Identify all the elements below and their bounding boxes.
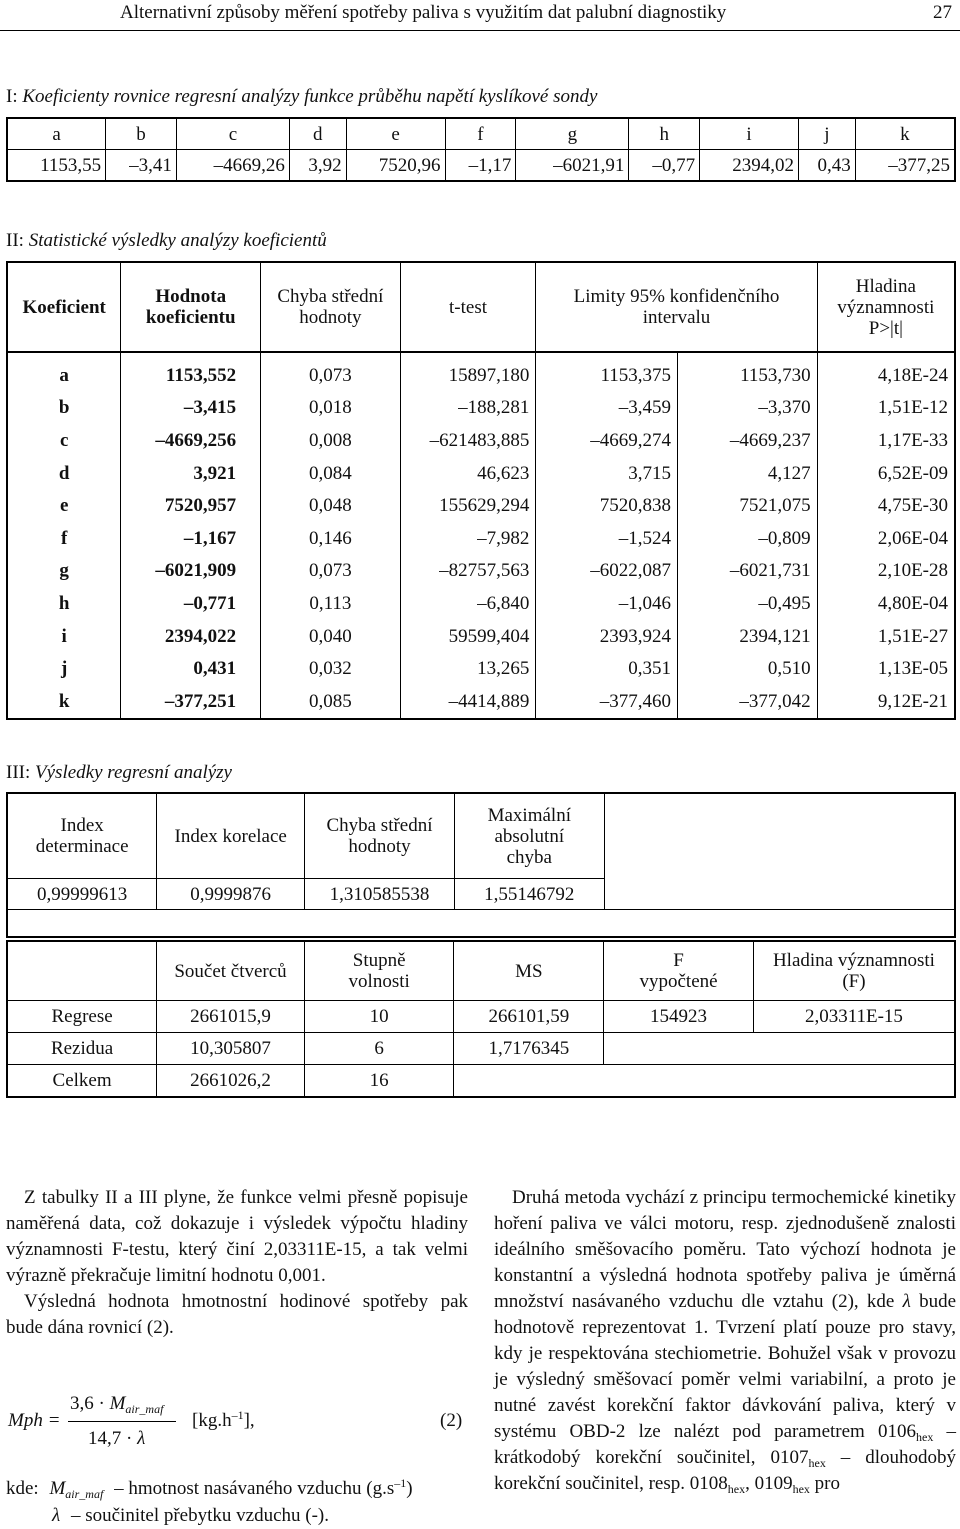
table-cell: –621483,885 (400, 424, 536, 457)
table-cell: 4,75E-30 (817, 489, 955, 522)
table-empty-cell (604, 793, 955, 879)
table-cell: k (7, 685, 121, 719)
table-cell: b (106, 118, 177, 150)
table-row (7, 587, 955, 620)
table-cell: g (7, 555, 121, 588)
table-cell: h (629, 118, 700, 150)
eq-unit: $[kg.h^{-1}]$, (192, 1408, 255, 1431)
table-cell: f (445, 118, 516, 150)
table-cell: 0,9999876 (157, 879, 305, 910)
table-cell: –1,524 (536, 522, 678, 555)
paragraph: Výsledná hodnota hmotnostní hodinové spotřeby pak bude dána rovnicí (2). (6, 1291, 468, 1338)
table-cell: –377,042 (678, 685, 818, 719)
table-row (7, 1065, 955, 1098)
table-header-cell: Hladina významnosti (F) (753, 941, 955, 1001)
table-cell: –0,77 (629, 150, 700, 182)
eq-number: (2) (440, 1410, 463, 1431)
table-cell: –4414,889 (400, 685, 536, 719)
table-cell: –4669,26 (176, 150, 289, 182)
table-cell: 0,431 (121, 652, 261, 685)
table-cell: 59599,404 (400, 620, 536, 653)
table2-caption: II: Statistické výsledky analýzy koeficientů (6, 230, 327, 251)
table-row (7, 685, 955, 719)
table-cell: –377,251 (121, 685, 261, 719)
table-cell: k (855, 118, 955, 150)
table-cell: 0,113 (261, 587, 401, 620)
table-cell: 2661026,2 (157, 1065, 305, 1098)
table-cell: –4669,274 (536, 424, 678, 457)
table-cell: 7520,96 (346, 150, 445, 182)
table-cell: –1,046 (536, 587, 678, 620)
table-row (7, 424, 955, 457)
table-cell: 0,99999613 (7, 879, 157, 910)
table-cell: Celkem (7, 1065, 157, 1098)
table-cell: –3,415 (121, 392, 261, 425)
table-row (7, 522, 955, 555)
table-header-cell: t-test (400, 262, 536, 352)
table3-empty-row (7, 910, 955, 938)
table-cell: 2394,121 (678, 620, 818, 653)
table-cell: 0,008 (261, 424, 401, 457)
table4-header-row (7, 941, 955, 1001)
table-cell: f (7, 522, 121, 555)
table-cell: 3,715 (536, 457, 678, 490)
table-row (7, 620, 955, 653)
table-cell: d (7, 457, 121, 490)
table-cell: j (799, 118, 856, 150)
table-cell: –0,809 (678, 522, 818, 555)
table-header-cell: Koeficient (7, 262, 121, 352)
table-cell: –82757,563 (400, 555, 536, 588)
table-cell: 0,073 (261, 555, 401, 588)
table-row (7, 1033, 955, 1065)
table-cell: 1153,730 (678, 352, 818, 392)
table-header-cell: Chyba střední hodnoty (305, 793, 455, 879)
table-cell: 0,085 (261, 685, 401, 719)
eq-lhs: Mph = (8, 1410, 61, 1431)
table-cell: e (346, 118, 445, 150)
table-cell: 0,351 (536, 652, 678, 685)
table-header-cell: Index korelace (157, 793, 305, 879)
table-empty-cell (7, 941, 157, 1001)
table3-value-row (7, 879, 955, 910)
table-cell: 6,52E-09 (817, 457, 955, 490)
table-cell: –6021,731 (678, 555, 818, 588)
table-cell: 155629,294 (400, 489, 536, 522)
table-empty-cell (604, 879, 955, 910)
table-cell: 0,084 (261, 457, 401, 490)
table-cell: h (7, 587, 121, 620)
table-cell: 6 (304, 1033, 454, 1065)
table-header-cell: Chyba střední hodnoty (261, 262, 401, 352)
table-cell: –6021,909 (121, 555, 261, 588)
right-column (494, 1185, 956, 1497)
table-cell: c (7, 424, 121, 457)
table-row (7, 555, 955, 588)
table-cell: 0,032 (261, 652, 401, 685)
table-row (7, 457, 955, 490)
table3-caption: III: Výsledky regresní analýzy (6, 762, 232, 783)
table-empty-cell (454, 1065, 955, 1098)
table2-header-row (7, 262, 955, 352)
table2-body (7, 352, 955, 719)
table-cell: Regrese (7, 1001, 157, 1033)
table-cell: 1153,55 (7, 150, 106, 182)
table-header-cell: Maximální absolutní chyba (454, 793, 604, 879)
table-cell: 154923 (604, 1001, 754, 1033)
table-cell: 1,310585538 (305, 879, 455, 910)
table1-caption: I: Koeficienty rovnice regresní analýzy funkce průběhu napětí kyslíkové sondy (6, 86, 598, 107)
table-row (7, 352, 955, 392)
table-header-cell: Index determinace (7, 793, 157, 879)
table-header-cell: F vypočtené (604, 941, 754, 1001)
table-cell: 3,921 (121, 457, 261, 490)
table-cell: –4669,237 (678, 424, 818, 457)
table-cell: –0,495 (678, 587, 818, 620)
table-cell: 10,305807 (157, 1033, 305, 1065)
table-header-cell: Limity 95% konfidenčního intervalu (536, 262, 817, 352)
table-cell: 2393,924 (536, 620, 678, 653)
paragraph: Z tabulky II a III plyne, že funkce velmi přesně popisuje naměřená data, což dokazuje i výsledek výpočtu hladiny významnosti F-testu, který činí 2,03311E-15, a tak velmi výrazně překračuje limitní hodnotu 0,001. (6, 1187, 468, 1286)
table-cell: c (176, 118, 289, 150)
table-cell: –377,460 (536, 685, 678, 719)
table-cell: Rezidua (7, 1033, 157, 1065)
where-line-2: λ – součinitel přebytku vzduchu (-). (52, 1505, 329, 1526)
table-cell: 2,06E-04 (817, 522, 955, 555)
table-empty-cell (7, 910, 955, 938)
table-cell: g (516, 118, 629, 150)
table-cell: i (7, 620, 121, 653)
running-title: Alternativní způsoby měření spotřeby paliva s využitím dat palubní diagnostiky (120, 2, 727, 23)
table-cell: j (7, 652, 121, 685)
table-cell: 1,55146792 (454, 879, 604, 910)
table-row (7, 652, 955, 685)
table-cell: 46,623 (400, 457, 536, 490)
table2 (6, 261, 956, 720)
table-cell: 13,265 (400, 652, 536, 685)
table-cell: 0,018 (261, 392, 401, 425)
table-cell: 1,17E-33 (817, 424, 955, 457)
table-cell: –3,459 (536, 392, 678, 425)
table-cell: 1153,552 (121, 352, 261, 392)
table-cell: 7520,957 (121, 489, 261, 522)
eq-denominator: 14,7 · λ (88, 1428, 146, 1449)
table-header-cell: Hodnota koeficientu (121, 262, 261, 352)
table-cell: 9,12E-21 (817, 685, 955, 719)
table-cell: –188,281 (400, 392, 536, 425)
table-cell: –6021,91 (516, 150, 629, 182)
table-header-cell: Součet čtverců (157, 941, 305, 1001)
table-cell: 7520,838 (536, 489, 678, 522)
table-cell: 1,7176345 (454, 1033, 604, 1065)
table-empty-cell (604, 1033, 955, 1065)
table-cell: e (7, 489, 121, 522)
table-cell: i (700, 118, 799, 150)
table-header-cell: Hladina významnosti P>|t| (817, 262, 955, 352)
table-cell: –7,982 (400, 522, 536, 555)
table-cell: 0,048 (261, 489, 401, 522)
table-cell: 0,040 (261, 620, 401, 653)
table-header-cell: MS (454, 941, 604, 1001)
table3 (6, 792, 956, 938)
table-cell: 3,92 (289, 150, 346, 182)
table-cell: 1153,375 (536, 352, 678, 392)
table3-header-row (7, 793, 955, 879)
table-cell: 4,80E-04 (817, 587, 955, 620)
table-row (7, 489, 955, 522)
table-cell: 10 (304, 1001, 454, 1033)
table-cell: 266101,59 (454, 1001, 604, 1033)
table-cell: 1,51E-12 (817, 392, 955, 425)
table-header-cell: Stupně volnosti (304, 941, 454, 1001)
eq-numerator: $3,6 \cdot M_{air\_maf}$ (70, 1393, 164, 1416)
table-cell: d (289, 118, 346, 150)
fraction-bar (68, 1421, 176, 1422)
table-cell: –3,41 (106, 150, 177, 182)
table-cell: 2394,022 (121, 620, 261, 653)
table-cell: 0,510 (678, 652, 818, 685)
table-cell: –377,25 (855, 150, 955, 182)
table-cell: –6022,087 (536, 555, 678, 588)
table-cell: 2661015,9 (157, 1001, 305, 1033)
table-cell: 2,10E-28 (817, 555, 955, 588)
table1 (6, 117, 956, 182)
table-cell: –3,370 (678, 392, 818, 425)
table-cell: 7521,075 (678, 489, 818, 522)
where-line-1: kde: $M_{air\_maf}$ – hmotnost nasávaného vzduchu $(g.s^{-1})$ (6, 1476, 413, 1501)
running-header (0, 0, 960, 31)
left-column (6, 1185, 468, 1341)
table-cell: a (7, 118, 106, 150)
table-cell: –1,167 (121, 522, 261, 555)
table-cell: 0,146 (261, 522, 401, 555)
table4 (6, 940, 956, 1098)
table-cell: 15897,180 (400, 352, 536, 392)
table-cell: –4669,256 (121, 424, 261, 457)
table-cell: b (7, 392, 121, 425)
table-row (7, 392, 955, 425)
table-cell: –6,840 (400, 587, 536, 620)
paragraph: Druhá metoda vychází z principu termochemické kinetiky hoření paliva ve válci motoru, resp. zjednodušeně znalosti ideálního směšovacího poměru. Tato výchozí hodnota je konstantní a výsledná hodnota spotřeby paliva je úměrná množství nasávaného vzduchu dle vztahu (2), kde λ bude hodnotově reprezentovat 1. Tvrzení platí pouze pro stavy, kdy je respektována stechiometrie. Bohužel však v provozu je výsledný směšovací poměr velmi variabilní, a proto je nutné zavést korekční faktor dávkování paliva, který v systému OBD-2 lze nalézt pod parametrem $0106_{hex}$ – krátkodobý korekční součinitel, $0107_{hex}$ – dlouhodobý korekční součinitel, resp. $0108_{hex}$, $0109_{hex}$ pro (494, 1187, 957, 1496)
table-cell: 0,43 (799, 150, 856, 182)
table-cell: 1,13E-05 (817, 652, 955, 685)
table1-header-row (7, 118, 955, 150)
table-cell: 2,03311E-15 (753, 1001, 955, 1033)
table-cell: 0,073 (261, 352, 401, 392)
page-number: 27 (933, 2, 952, 23)
table1-value-row (7, 150, 955, 182)
table-cell: 16 (304, 1065, 454, 1098)
table-cell: 4,18E-24 (817, 352, 955, 392)
table-cell: 1,51E-27 (817, 620, 955, 653)
table-cell: –1,17 (445, 150, 516, 182)
table-cell: –0,771 (121, 587, 261, 620)
table-cell: 2394,02 (700, 150, 799, 182)
table-cell: a (7, 352, 121, 392)
table-row (7, 1001, 955, 1033)
table-cell: 4,127 (678, 457, 818, 490)
